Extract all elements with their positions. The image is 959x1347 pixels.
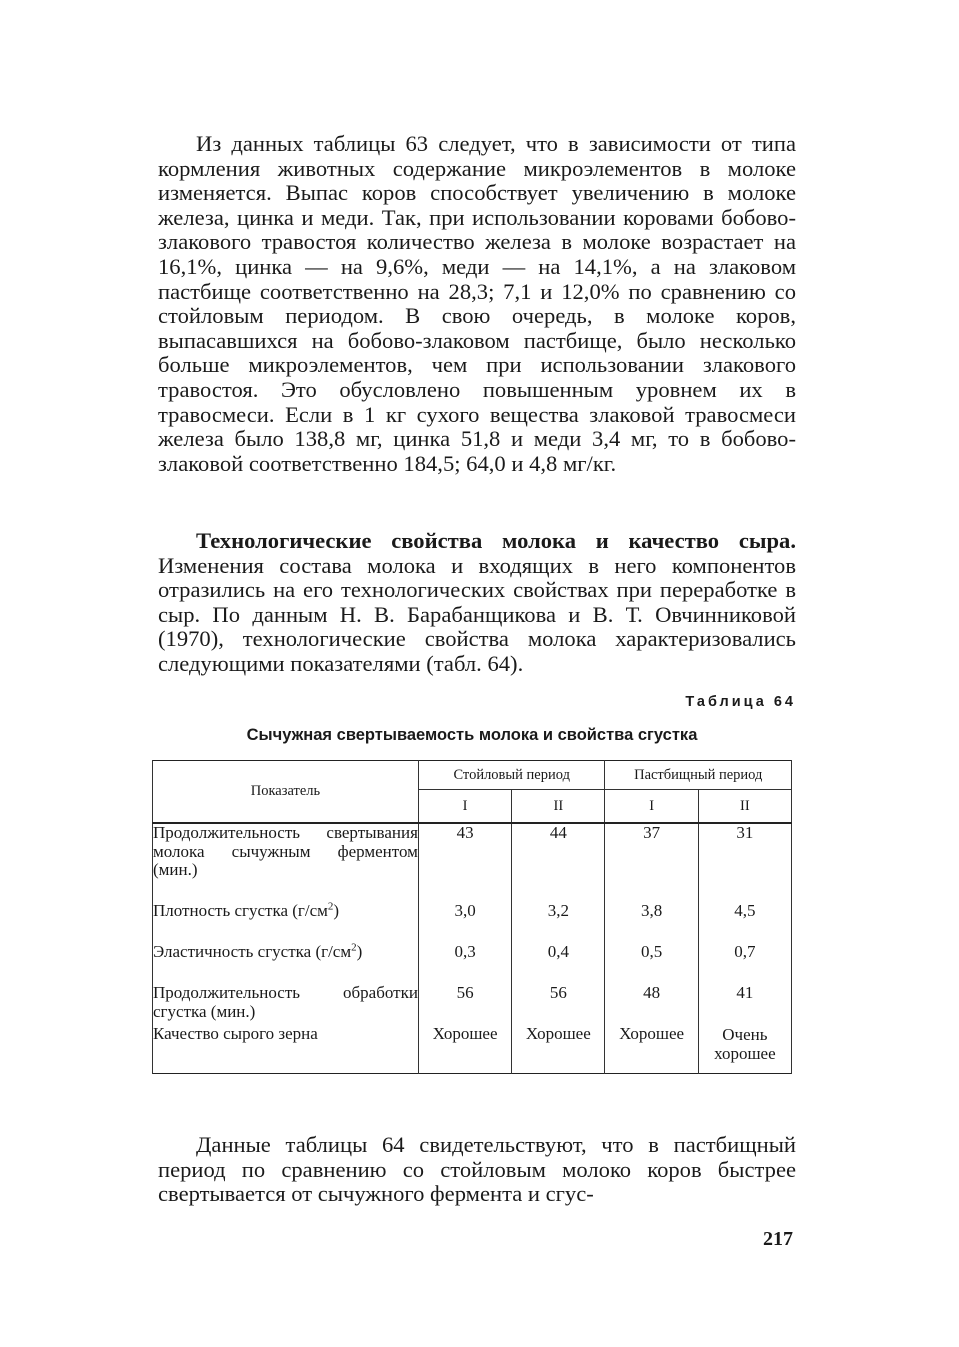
table-body-row [153, 823, 792, 1067]
value: Хорошее [619, 1024, 685, 1043]
indicator-elasticity: Эластичность сгустка $(г/см^2)$ [153, 941, 363, 961]
header-stall-period: Стойловый период [418, 761, 605, 790]
header-indicator: Показатель [153, 761, 419, 824]
value: Хорошее [525, 1024, 591, 1043]
value: 37 [643, 823, 661, 842]
column-pasture-I [605, 823, 698, 1067]
value: 43 [456, 823, 474, 842]
paragraph-text: Из данных таблицы 63 следует, что в зависимости от типа кормления животных содержание микроэлементов в молоке изменяется. Выпас коров способствует увеличению в молоке железа, цинка и меди. Так, при использовании коровами бобово-злакового травостоя количество железа в молоке возрастает на 16,1%, цинка — на 9,6%, меди — на 14,1%, а на злаковом пастбище соответственно на 28,3; 7,1 и 12,0% по сравнению со стойловым периодом. В свою очередь, в молоке коров, выпасавшихся на бобово-злаковом пастбище, было несколько больше микроэлементов, чем при использовании злакового травостоя. Это обусловлено повышенным уровнем их в травосмеси. Если в 1 кг сухого вещества злаковой травосмеси железа было 138,8 мг, цинка 51,8 и меди 3,4 мг, то в бобово-злаковой соответственно 184,5; 64,0 и 4,8 мг/кг. [158, 131, 796, 476]
indicator-column [153, 823, 419, 1067]
value: 56 [549, 983, 567, 1002]
header-pasture-period: Пастбищный период [605, 761, 792, 790]
table-label: Таблица 64 [685, 694, 796, 710]
value: 56 [456, 983, 474, 1002]
section-heading: Технологические свойства молока и качество сыра. [196, 528, 796, 553]
header-stall-II: II [512, 790, 605, 824]
value: 48 [643, 983, 661, 1002]
header-stall-I: I [418, 790, 511, 824]
indicator-processing-time: Продолжительность обработки сгустка (мин.) [153, 983, 418, 1021]
value: 0,4 [547, 942, 569, 961]
paragraph-text: Данные таблицы 64 свидетельствуют, что в пастбищный период по сравнению со стойловым молоко коров быстрее свертывается от сычужного фермента и сгус- [158, 1132, 796, 1207]
value: Очень хорошее [714, 1025, 776, 1063]
header-pasture-II: II [698, 790, 791, 824]
paragraph-conclusion [158, 1133, 796, 1207]
value: 0,7 [734, 942, 756, 961]
value: 3,2 [547, 901, 569, 920]
indicator-grain-quality: Качество сырого зерна [153, 1024, 318, 1043]
paragraph-technological-properties [158, 529, 796, 677]
paragraph-text: Изменения состава молока и входящих в него компонентов отразились на его технологических свойствах при переработке в сыр. По данным Н. В. Барабанщикова и В. Т. Овчинниковой (1970), технологические свойства молока характеризовались следующими показателями (табл. 64). [158, 552, 796, 676]
value: 41 [736, 983, 754, 1002]
column-pasture-II [698, 823, 791, 1067]
value: 31 [736, 823, 754, 842]
value: 0,3 [454, 942, 476, 961]
value: 0,5 [641, 942, 663, 961]
column-stall-I [418, 823, 511, 1067]
coagulation-table [152, 760, 792, 1074]
value: 3,8 [641, 901, 663, 920]
header-pasture-I: I [605, 790, 698, 824]
value: 4,5 [734, 901, 756, 920]
table-spacer-row [153, 1067, 792, 1074]
value: 3,0 [454, 901, 476, 920]
indicator-density: Плотность сгустка $(г/см^2)$ [153, 900, 340, 920]
value: 44 [549, 823, 567, 842]
paragraph-microelements [158, 132, 796, 476]
column-stall-II [512, 823, 605, 1067]
table-header-row [153, 761, 792, 790]
value: Хорошее [432, 1024, 498, 1043]
indicator-coagulation-time: Продолжительность свертывания молока сычужным ферментом (мин.) [153, 823, 418, 879]
page-number: 217 [763, 1228, 793, 1250]
table-title: Сычужная свертываемость молока и свойства сгустка [246, 726, 698, 744]
